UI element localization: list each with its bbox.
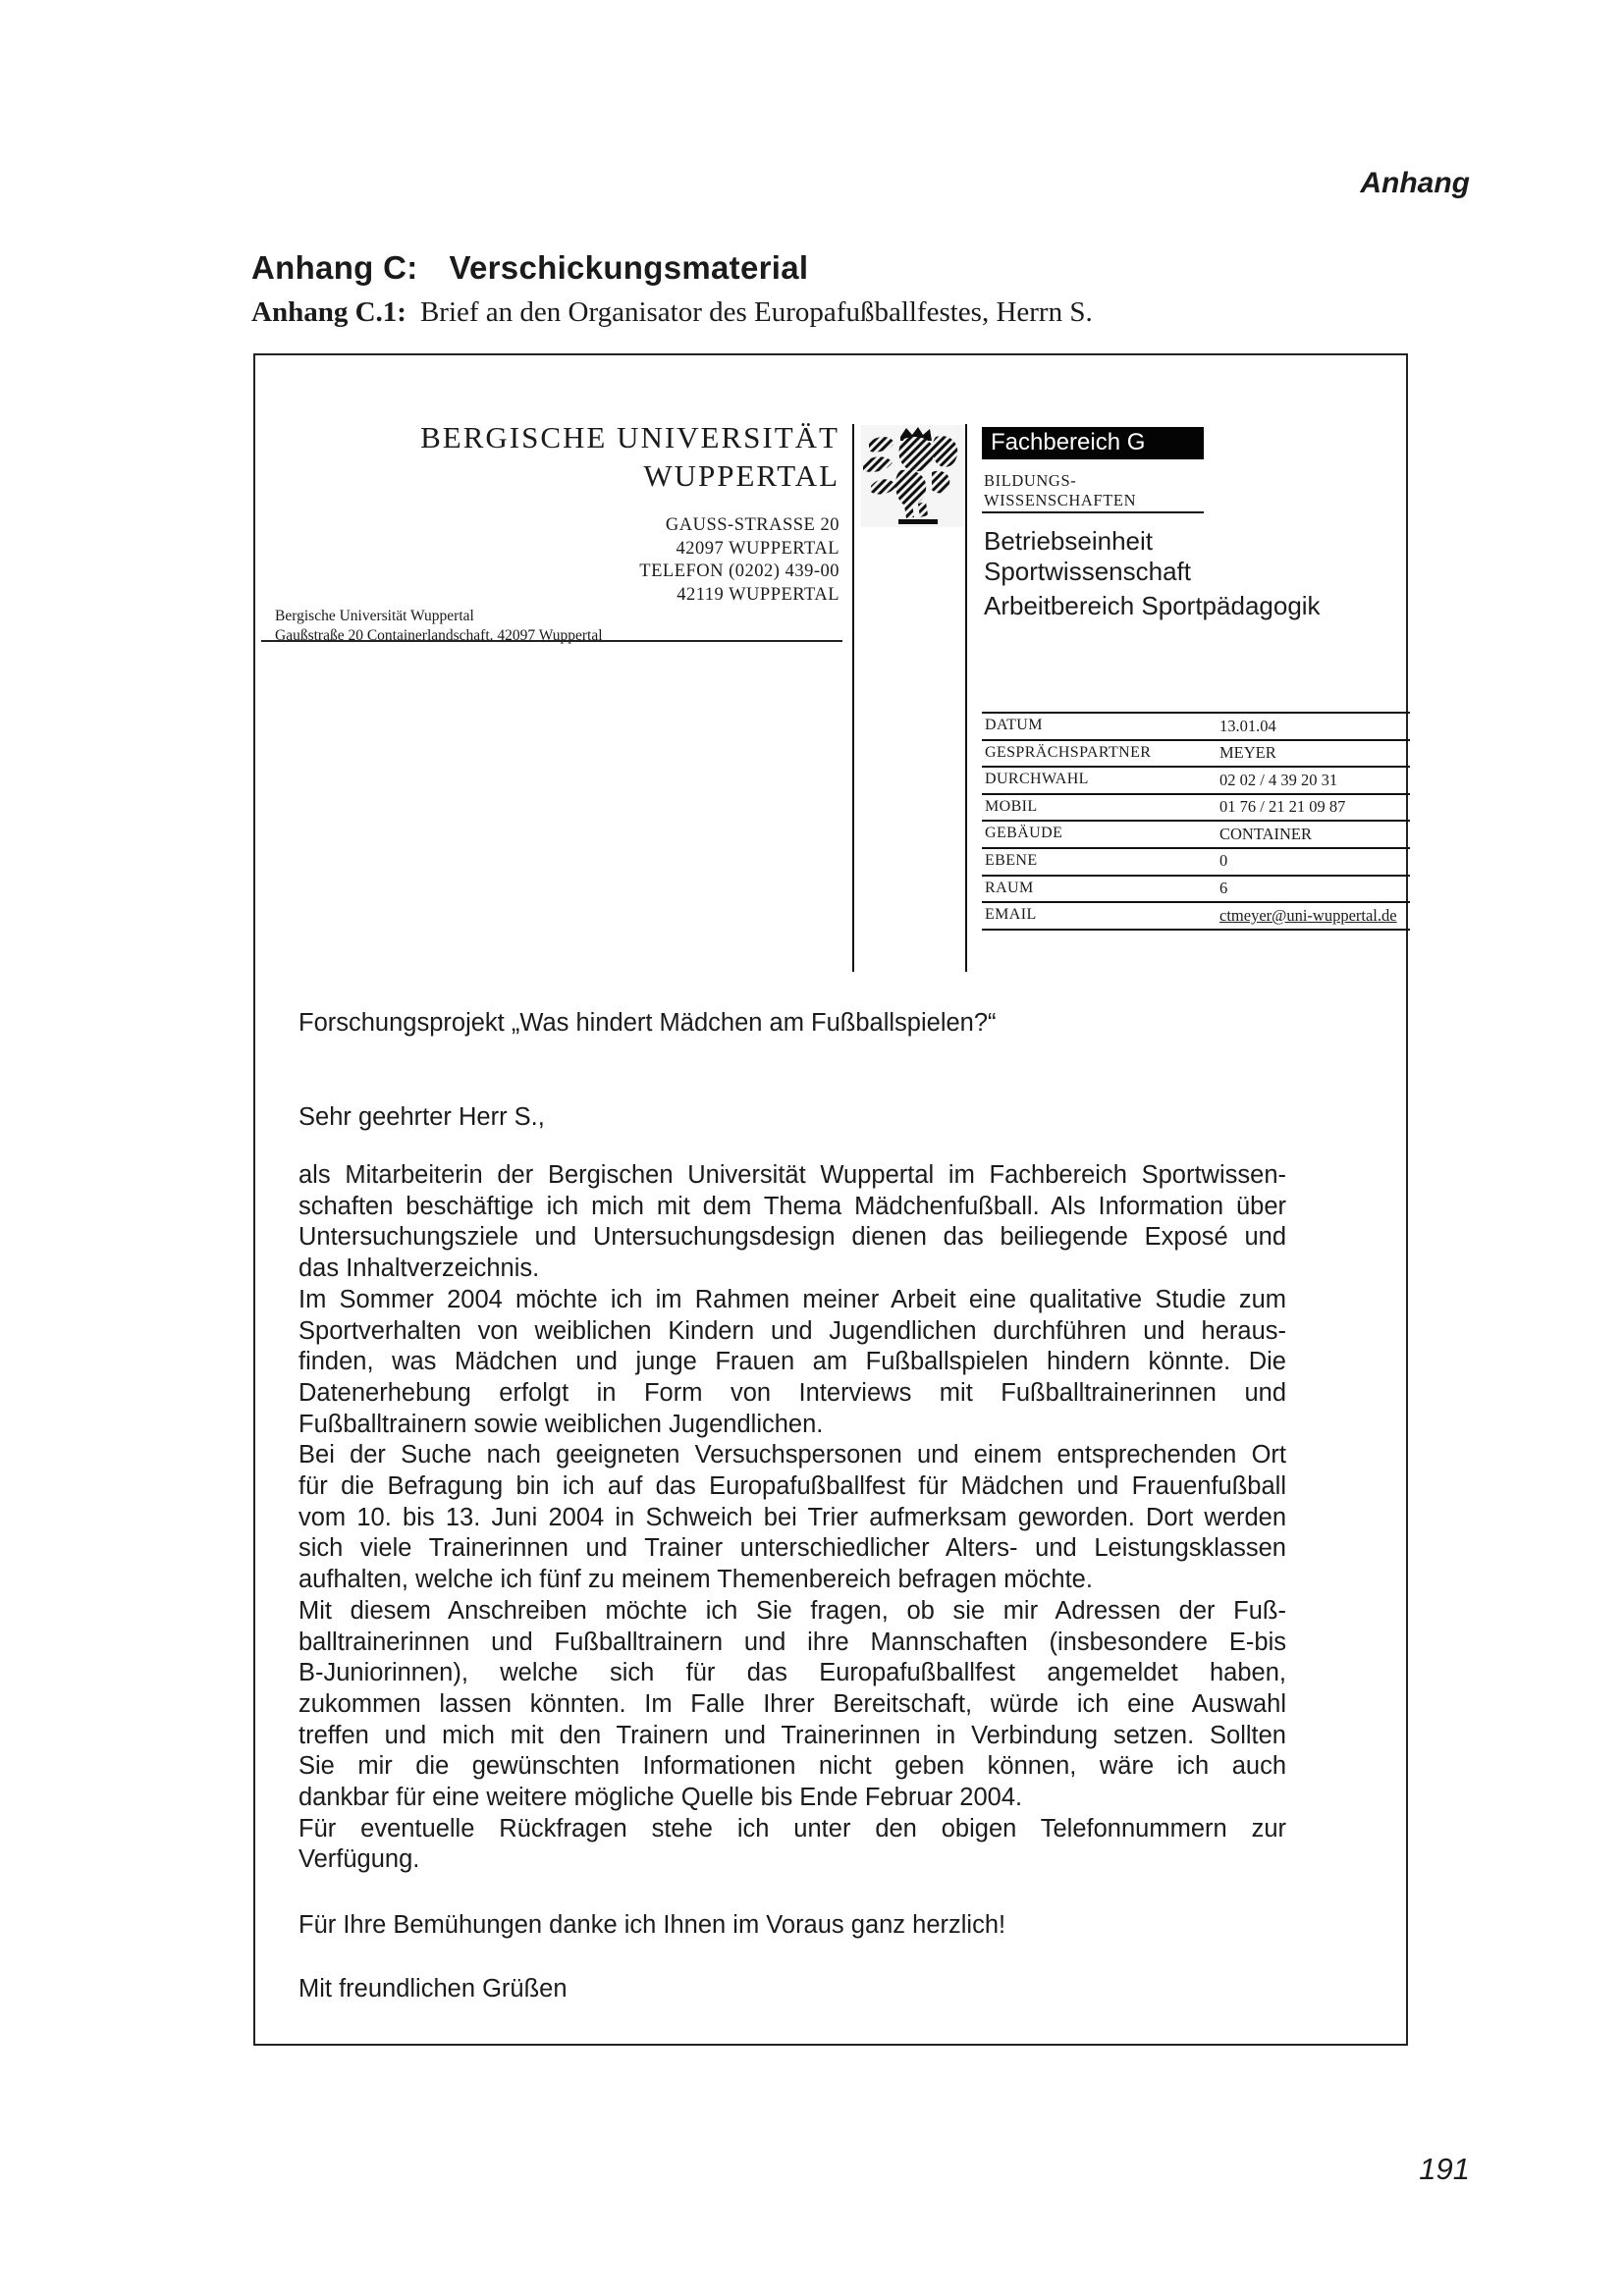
contact-row-label: RAUM bbox=[985, 879, 1034, 896]
university-address-line: 42119 WUPPERTAL bbox=[677, 584, 839, 605]
university-name-line2: WUPPERTAL bbox=[643, 458, 839, 493]
operating-unit-line1: Betriebseinheit bbox=[984, 526, 1153, 556]
contact-table-row bbox=[982, 820, 1410, 847]
contact-table-row bbox=[982, 875, 1410, 902]
letter-body-line: treffen und mich mit den Trainern und Trainerinnen in Verbindung setzen. Sollten bbox=[298, 1721, 1286, 1749]
contact-table bbox=[982, 712, 1410, 931]
contact-table-row bbox=[982, 712, 1410, 739]
contact-row-label: EBENE bbox=[985, 851, 1038, 869]
letter-body-line: Datenerhebung erfolgt in Form von Interviews mit Fußballtrainerinnen und bbox=[298, 1378, 1286, 1407]
sender-divider-rule bbox=[261, 640, 842, 642]
department-group-line2: WISSENSCHAFTEN bbox=[984, 490, 1137, 509]
department-group bbox=[984, 471, 1136, 509]
contact-row-value: CONTAINER bbox=[1219, 824, 1313, 843]
operating-unit bbox=[984, 526, 1191, 587]
department-bar: Fachbereich G bbox=[982, 427, 1204, 459]
letter-body-line: balltrainerinnen und Fußballtrainern und ihre Mannschaften (insbesondere E-bis bbox=[298, 1628, 1286, 1656]
contact-row-value: 6 bbox=[1219, 879, 1228, 898]
letter-body-line: Bei der Suche nach geeigneten Versuchspersonen und einem entsprechenden Ort bbox=[298, 1441, 1286, 1469]
contact-table-row bbox=[982, 901, 1410, 929]
university-lion-logo-icon bbox=[861, 425, 963, 527]
letter-body-line: zukommen lassen könnten. Im Falle Ihrer Bereitschaft, würde ich eine Auswahl bbox=[298, 1689, 1286, 1718]
letter-body-line: aufhalten, welche ich fünf zu meinem Themenbereich befragen möchte. bbox=[298, 1566, 1093, 1594]
letter-body-line: als Mitarbeiterin der Bergischen Universität Wuppertal im Fachbereich Sportwissen- bbox=[298, 1161, 1286, 1189]
letter-body-line: das Inhaltverzeichnis. bbox=[298, 1255, 540, 1283]
letter-body-line: Untersuchungsziele und Untersuchungsdesign dienen das beiliegende Exposé und bbox=[298, 1223, 1286, 1252]
letter-salutation: Sehr geehrter Herr S., bbox=[298, 1103, 545, 1131]
contact-table-row bbox=[982, 793, 1410, 821]
contact-row-label: DATUM bbox=[985, 717, 1043, 733]
letter-body-line: dankbar für eine weitere mögliche Quelle bis Ende Februar 2004. bbox=[298, 1784, 1023, 1812]
page-number: 191 bbox=[1419, 2152, 1470, 2186]
letter-body-line: Mit diesem Anschreiben möchte ich Sie fragen, ob sie mir Adressen der Fuß- bbox=[298, 1596, 1286, 1625]
contact-table-row bbox=[982, 847, 1410, 875]
letter-body-line: Im Sommer 2004 möchte ich im Rahmen meiner Arbeit eine qualitative Studie zum bbox=[298, 1285, 1286, 1313]
appendix-item-label: Anhang C.1: bbox=[251, 296, 406, 328]
department-group-line1: BILDUNGS- bbox=[984, 471, 1077, 490]
appendix-item-title: Brief an den Organisator des Europafußballfestes, Herrn S. bbox=[419, 296, 1093, 328]
letter-body-line: finden, was Mädchen und junge Frauen am Fußballspielen hindern könnte. Die bbox=[298, 1348, 1286, 1376]
header-divider-right bbox=[965, 424, 967, 972]
contact-row-value: 13.01.04 bbox=[1219, 716, 1276, 735]
university-address-line: GAUSS-STRASSE 20 bbox=[665, 515, 839, 535]
letter-body-line: vom 10. bis 13. Juni 2004 in Schweich bei Trier aufmerksam geworden. Dort werden bbox=[298, 1503, 1286, 1531]
letter-body-line: Fußballtrainern sowie weiblichen Jugendlichen. bbox=[298, 1410, 824, 1438]
header-divider-left bbox=[852, 424, 854, 972]
contact-row-value: 01 76 / 21 21 09 87 bbox=[1219, 797, 1346, 817]
contact-row-label: GEBÄUDE bbox=[985, 825, 1063, 842]
letter-body-line: Sie mir die gewünschten Informationen nicht geben können, wäre ich auch bbox=[298, 1752, 1286, 1781]
appendix-heading bbox=[251, 249, 808, 287]
letter-body-line: B-Juniorinnen), welche sich für das Europafußballfest angemeldet haben, bbox=[298, 1659, 1286, 1687]
running-head: Anhang bbox=[1360, 167, 1470, 199]
work-area: Arbeitbereich Sportpädagogik bbox=[984, 591, 1321, 620]
contact-row-value: ctmeyer@uni-wuppertal.de bbox=[1219, 905, 1397, 925]
contact-row-value: MEYER bbox=[1219, 743, 1276, 763]
letter-thanks-line: Für Ihre Bemühungen danke ich Ihnen im Voraus ganz herzlich! bbox=[298, 1911, 1006, 1939]
letter-subject: Forschungsprojekt „Was hindert Mädchen am Fußballspielen?“ bbox=[298, 1009, 997, 1037]
scanned-letter bbox=[253, 353, 1408, 2046]
operating-unit-line2: Sportwissenschaft bbox=[984, 557, 1191, 586]
letter-body-line: schaften beschäftige ich mich mit dem Thema Mädchenfußball. Als Information über bbox=[298, 1192, 1286, 1220]
letter-closing-line: Mit freundlichen Grüßen bbox=[298, 1975, 568, 2002]
contact-table-row bbox=[982, 739, 1410, 767]
appendix-item-heading bbox=[251, 296, 1093, 329]
contact-row-label: DURCHWAHL bbox=[985, 771, 1089, 788]
contact-row-label: EMAIL bbox=[985, 906, 1037, 924]
letter-body-line: Verfügung. bbox=[298, 1845, 420, 1874]
university-address-line: 42097 WUPPERTAL bbox=[676, 538, 839, 559]
sender-line1: Bergische Universität Wuppertal bbox=[275, 608, 474, 624]
letter-body bbox=[298, 1160, 1286, 1876]
university-name bbox=[255, 418, 839, 495]
appendix-heading-label: Anhang C: bbox=[251, 249, 418, 286]
university-address-line: TELEFON (0202) 439-00 bbox=[639, 561, 839, 581]
letter-body-line: sich viele Trainerinnen und Trainer unterschiedlicher Alters- und Leistungsklassen bbox=[298, 1534, 1286, 1563]
letter-body-line: Für eventuelle Rückfragen stehe ich unter den obigen Telefonnummern zur bbox=[298, 1814, 1286, 1842]
university-address bbox=[255, 514, 839, 607]
sender-line2: Gaußstraße 20 Containerlandschaft. 42097 Wuppertal bbox=[275, 627, 603, 644]
contact-row-value: 0 bbox=[1219, 851, 1228, 871]
department-divider-rule bbox=[982, 511, 1204, 513]
contact-row-label: GESPRÄCHSPARTNER bbox=[985, 743, 1152, 761]
appendix-heading-title: Verschickungsmaterial bbox=[449, 249, 809, 286]
contact-row-label: MOBIL bbox=[985, 797, 1038, 815]
letter-body-line: für die Befragung bin ich auf das Europafußballfest für Mädchen und Frauenfußball bbox=[298, 1472, 1286, 1501]
letter-body-line: Sportverhalten von weiblichen Kindern und Jugendlichen durchführen und heraus- bbox=[298, 1316, 1286, 1345]
contact-table-row bbox=[982, 766, 1410, 793]
contact-row-value: 02 02 / 4 39 20 31 bbox=[1219, 770, 1338, 789]
university-name-line1: BERGISCHE UNIVERSITÄT bbox=[420, 420, 839, 454]
